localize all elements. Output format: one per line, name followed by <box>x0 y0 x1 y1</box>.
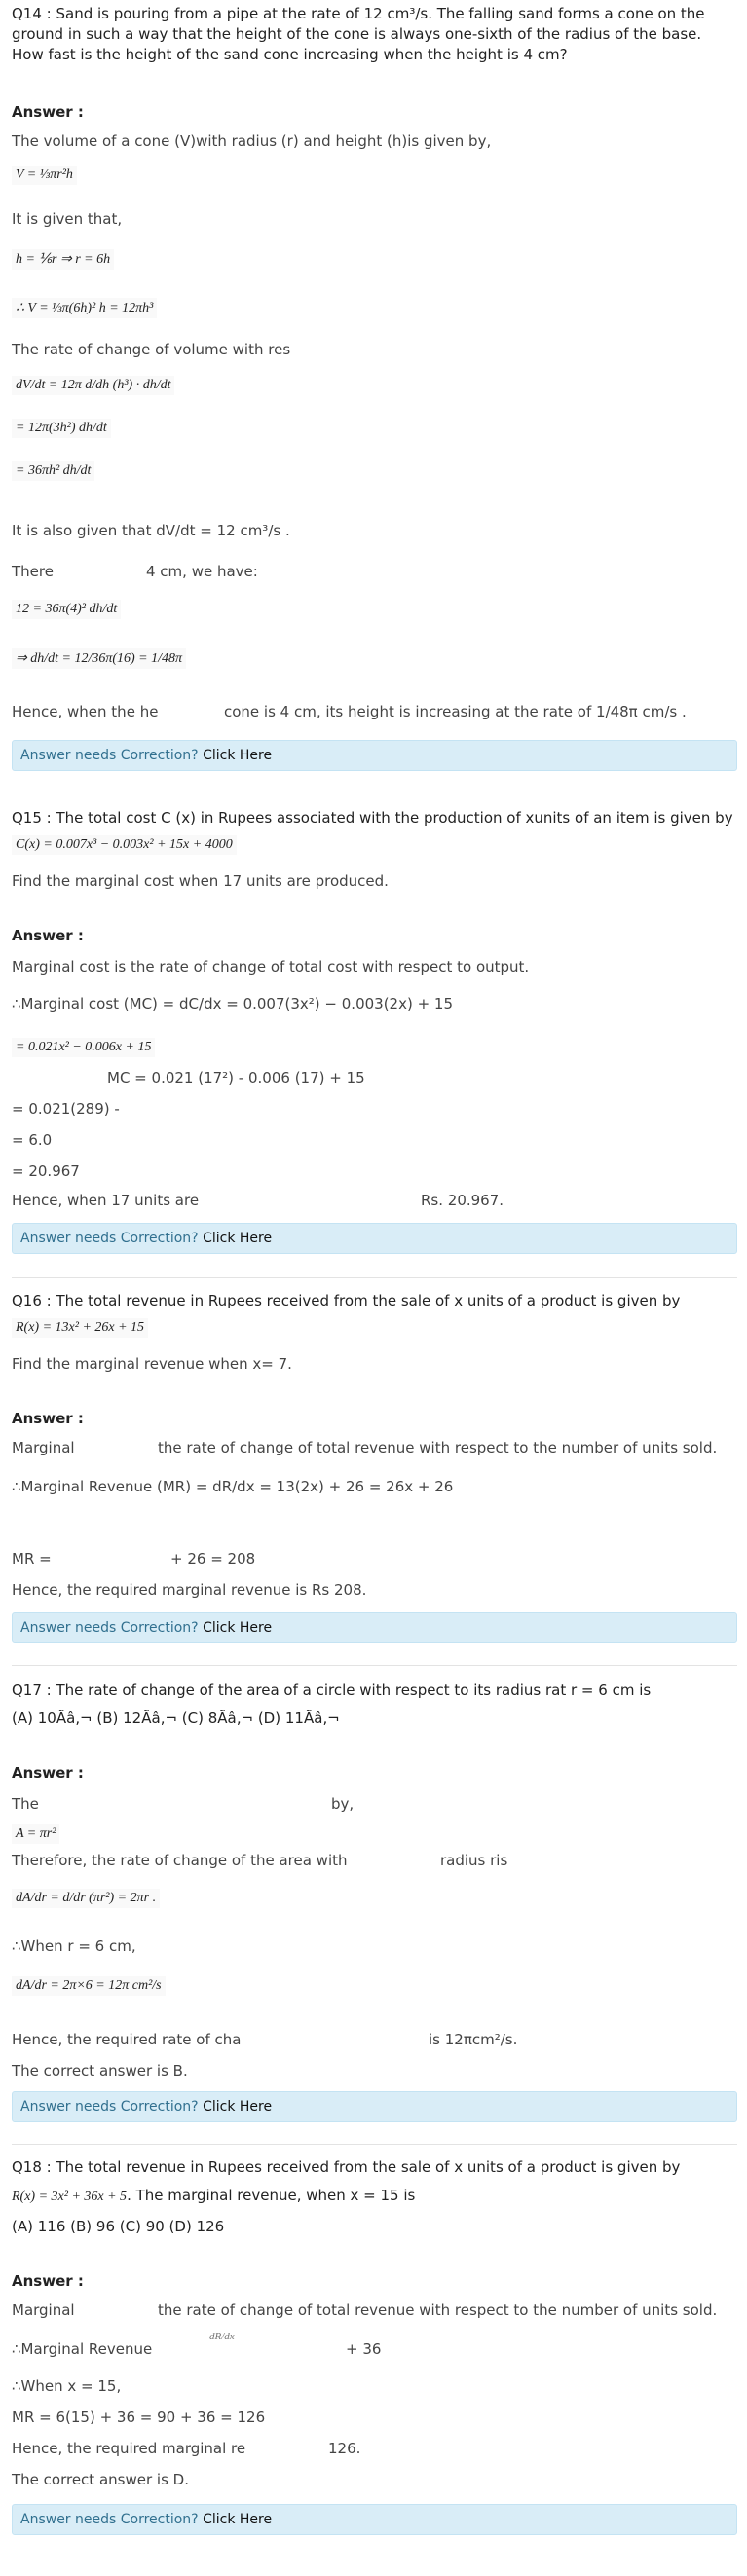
answer-line: + 26 = 208 <box>170 1550 256 1567</box>
click-here-link[interactable]: Click Here <box>203 1620 273 1636</box>
answer-line: 4 cm, we have: <box>146 563 258 580</box>
equation: = 0.021x² − 0.006x + 15 <box>12 1038 155 1057</box>
question-17 <box>12 1680 737 1701</box>
answer-line: ∴Marginal Revenue (MR) = dR/dx = 13(2x) + 26 = 26x + 26 <box>12 1478 454 1495</box>
answer-line: ∴When r = 6 cm, <box>12 1937 136 1955</box>
equation: h = ⅙r ⇒ r = 6h <box>12 249 114 270</box>
answer-line: = 20.967 <box>12 1162 80 1180</box>
question-text: The total revenue in Rupees received from the sale of x units of a product is given by <box>56 1292 681 1309</box>
answer-line: + 36 <box>346 2340 382 2358</box>
correction-lead: Answer needs Correction? <box>20 2099 199 2115</box>
divider <box>12 2144 737 2145</box>
question-number: Q17 : <box>12 1681 52 1699</box>
answer-line: by, <box>331 1795 355 1813</box>
answer-line: the rate of change of total revenue with respect to the number of units sold. <box>158 2301 718 2319</box>
equation: dA/dr = 2π×6 = 12π cm²/s <box>12 1976 166 1996</box>
answer-line: The volume of a cone (V)with radius (r) and height (h)is given by, <box>12 132 492 150</box>
answer-label: Answer : <box>12 103 84 121</box>
answer-line: It is given that, <box>12 210 123 228</box>
divider <box>12 1277 737 1278</box>
correction-bar <box>12 1223 737 1254</box>
answer-label: Answer : <box>12 2272 84 2290</box>
question-number: Q15 : <box>12 809 52 827</box>
correction-lead: Answer needs Correction? <box>20 1620 199 1636</box>
click-here-link[interactable]: Click Here <box>203 748 273 763</box>
answer-line: cone is 4 cm, its height is increasing at the rate of 1/48π cm/s . <box>224 703 687 720</box>
answer-line: MC = 0.021 (17²) - 0.006 (17) + 15 <box>107 1069 365 1086</box>
answer-label: Answer : <box>12 1410 84 1427</box>
correction-bar <box>12 2504 737 2535</box>
answer-line: MR = 6(15) + 36 = 90 + 36 = 126 <box>12 2409 266 2426</box>
equation: V = ⅓πr²h <box>12 166 77 185</box>
question-line: Find the marginal cost when 17 units are produced. <box>12 872 389 890</box>
answer-line: There <box>12 563 54 580</box>
equation: dV/dt = 12π d/dh (h³) · dh/dt <box>12 376 174 395</box>
equation: R(x) = 13x² + 26x + 15 <box>12 1318 148 1338</box>
correction-lead: Answer needs Correction? <box>20 1231 199 1246</box>
answer-line: ∴When x = 15, <box>12 2377 122 2395</box>
question-number: Q14 : <box>12 5 52 22</box>
question-14 <box>12 4 737 65</box>
question-16 <box>12 1291 737 1311</box>
answer-line: ∴Marginal Revenue <box>12 2340 153 2358</box>
answer-line: Hence, when 17 units are <box>12 1192 200 1209</box>
answer-line: MR = <box>12 1550 52 1567</box>
question-line <box>12 2187 415 2205</box>
answer-line: ∴Marginal cost (MC) = dC/dx = 0.007(3x²) − 0.003(2x) + 15 <box>12 995 454 1012</box>
question-line: Find the marginal revenue when x= 7. <box>12 1355 292 1373</box>
answer-line: Hence, the required marginal re <box>12 2440 246 2457</box>
correction-lead: Answer needs Correction? <box>20 748 199 763</box>
answer-line: Marginal <box>12 1439 75 1456</box>
equation: 12 = 36π(4)² dh/dt <box>12 600 121 619</box>
equation: R(x) = 3x² + 36x + 5 <box>12 2190 128 2204</box>
answer-line: = 6.0 <box>12 1131 53 1149</box>
answer-line: = 0.021(289) - <box>12 1100 120 1118</box>
answer-line: The rate of change of volume with res <box>12 341 291 358</box>
answer-line: 126. <box>328 2440 361 2457</box>
click-here-link[interactable]: Click Here <box>203 1231 273 1246</box>
answer-line: the rate of change of total revenue with respect to the number of units sold. <box>158 1439 718 1456</box>
question-number: Q16 : <box>12 1292 52 1309</box>
click-here-link[interactable]: Click Here <box>203 2099 273 2115</box>
equation: = 36πh² dh/dt <box>12 461 94 481</box>
equation: ⇒ dh/dt = 12/36π(16) = 1/48π <box>12 648 186 669</box>
answer-line: is 12πcm²/s. <box>429 2031 518 2048</box>
equation: dA/dr = d/dr (πr²) = 2πr . <box>12 1889 160 1908</box>
equation: = 12π(3h²) dh/dt <box>12 419 111 438</box>
answer-line: radius ris <box>440 1852 508 1869</box>
question-18 <box>12 2157 737 2178</box>
answer-options: (A) 10Ãâ‚¬ (B) 12Ãâ‚¬ (C) 8Ãâ‚¬ (D) 11Ãâ‚¬ <box>12 1710 340 1727</box>
question-text: The rate of change of the area of a circle with respect to its radius rat r = 6 cm is <box>56 1681 652 1699</box>
answer-line: Hence, the required marginal revenue is Rs 208. <box>12 1581 367 1599</box>
question-text: . The marginal revenue, when x = 15 is <box>127 2187 416 2204</box>
question-number: Q18 : <box>12 2158 52 2176</box>
correction-bar <box>12 1612 737 1643</box>
answer-line: The correct answer is B. <box>12 2062 188 2079</box>
answer-line: Rs. 20.967. <box>421 1192 504 1209</box>
question-text: Sand is pouring from a pipe at the rate of 12 cm³/s. The falling sand forms a cone on the ground in such a way that the height of the cone is always one-sixth of the radius of the base. How fast is the height of the sand cone increasing when the height is 4 cm? <box>12 5 705 63</box>
fraction: dR/dx <box>209 2331 235 2342</box>
correction-lead: Answer needs Correction? <box>20 2512 199 2527</box>
answer-line: Hence, the required rate of cha <box>12 2031 242 2048</box>
correction-bar <box>12 740 737 771</box>
answer-label: Answer : <box>12 927 84 944</box>
click-here-link[interactable]: Click Here <box>203 2512 273 2527</box>
answer-label: Answer : <box>12 1764 84 1782</box>
question-15 <box>12 808 737 828</box>
divider <box>12 1665 737 1666</box>
answer-line: Hence, when the he <box>12 703 159 720</box>
answer-line: Marginal <box>12 2301 75 2319</box>
equation: A = πr² <box>12 1824 59 1844</box>
question-text: The total revenue in Rupees received from the sale of x units of a product is given by <box>56 2158 681 2176</box>
answer-line: Therefore, the rate of change of the area with <box>12 1852 348 1869</box>
answer-line: The correct answer is D. <box>12 2471 189 2488</box>
equation: ∴ V = ⅓π(6h)² h = 12πh³ <box>12 298 157 318</box>
question-text: The total cost C (x) in Rupees associated with the production of xunits of an item is given by <box>56 809 733 827</box>
answer-line: Marginal cost is the rate of change of total cost with respect to output. <box>12 958 530 975</box>
correction-bar <box>12 2091 737 2122</box>
answer-line: It is also given that dV/dt = 12 cm³/s . <box>12 522 290 539</box>
answer-line: The <box>12 1795 39 1813</box>
equation: C(x) = 0.007x³ − 0.003x² + 15x + 4000 <box>12 835 237 855</box>
answer-options: (A) 116 (B) 96 (C) 90 (D) 126 <box>12 2218 225 2235</box>
